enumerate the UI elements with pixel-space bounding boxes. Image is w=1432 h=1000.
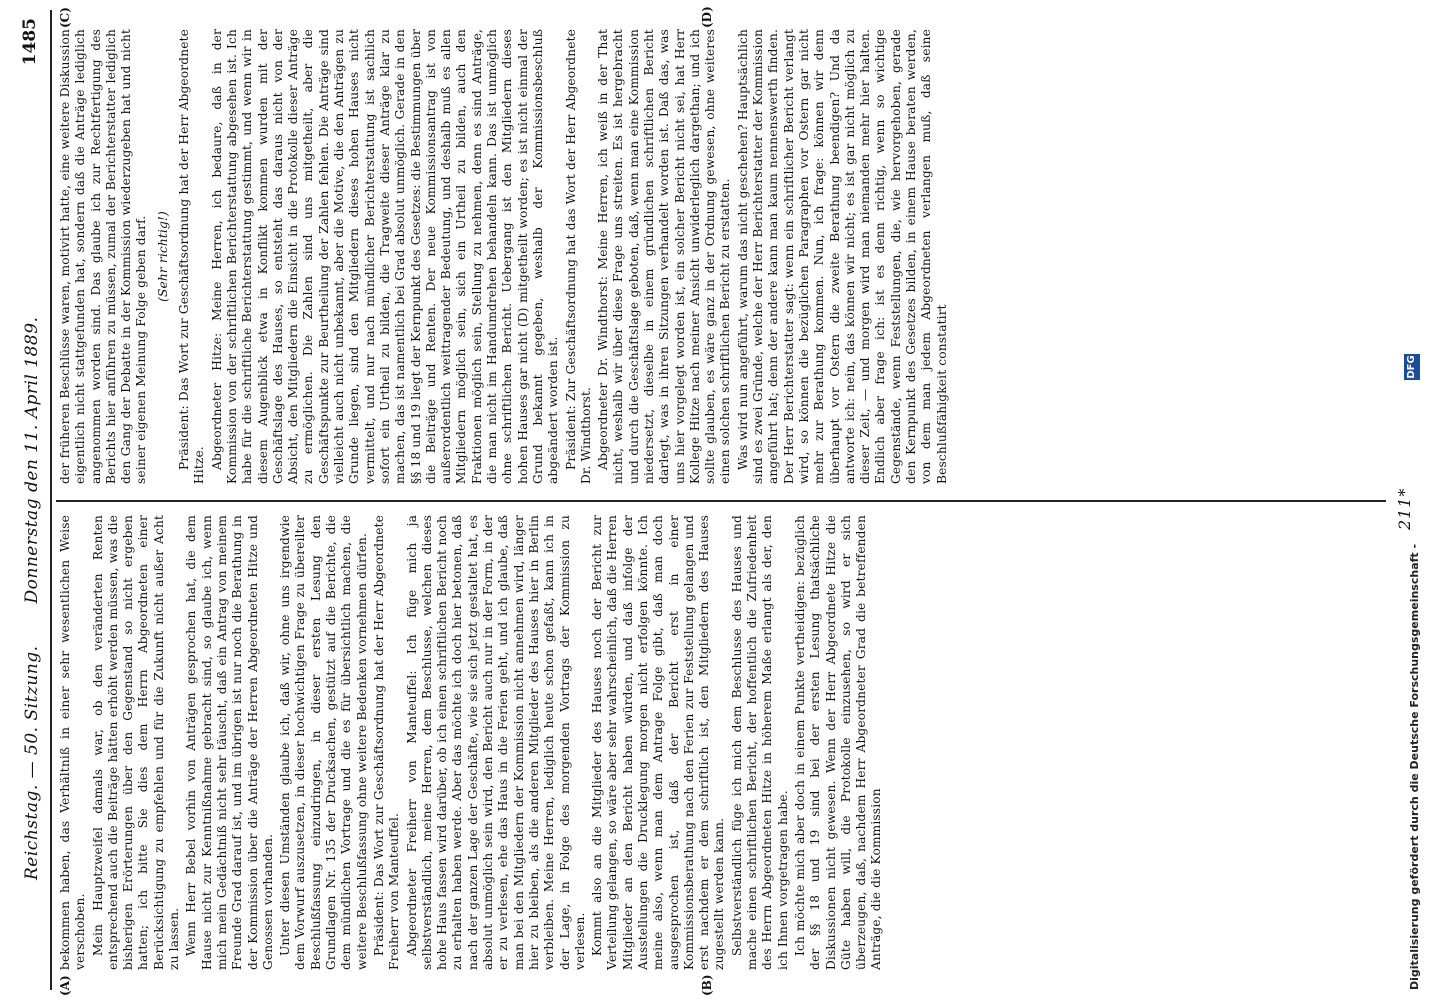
margin-mark-d: (D) xyxy=(700,6,714,28)
digitization-note: Digitalisierung gefördert durch die Deutsche Forschungsgemeinschaft - xyxy=(1408,543,1421,990)
right-column xyxy=(58,29,952,484)
paragraph: Selbstverständlich füge ich mich dem Beschlusse des Hauses und mache einen schriftlichen Bericht, der hoffentlich die Zufriedenheit des Herrn Abgeordneten Hitze in höherem Maße erlangt als der, den ich Ihnen vorgetragen habe. xyxy=(729,515,790,970)
header-rule xyxy=(50,10,52,990)
paragraph: Unter diesen Umständen glaube ich, daß wir, ohne uns irgendwie dem Vorwurf auszusetzen, in dieser hochwichtigen Frage zu übereilter Beschlußfassung einzudringen, in dieser ersten Lesung den Grundlagen Nr. 135 der Drucksachen, gestützt auf die Berichte, die dem mündlichen Vortrage und die es für übersichtlich machen, die weitere Beschlußfassung ohne weitere Bedenken vornehmen dürfen. xyxy=(278,515,369,970)
paragraph: Präsident: Das Wort zur Geschäftsordnung hat der Herr Abgeordnete Freiherr von Manteuffel. xyxy=(371,515,402,970)
margin-mark-b: (B) xyxy=(700,974,714,996)
margin-mark-c: (C) xyxy=(58,7,72,28)
column-divider xyxy=(56,500,1386,502)
paragraph: Präsident: Das Wort zur Geschäftsordnung hat der Herr Abgeordnete Hitze. xyxy=(177,29,207,484)
margin-mark-a: (A) xyxy=(58,975,72,996)
paragraph: Was wird nun angeführt, warum das nicht geschehen? Hauptsächlich sind es zwei Gründe, welche der Herr Berichterstatter der Kommission angeführt hat; denn der andere kann man kaum nennenswerth finden. Der Herr Berichterstatter sagt: wenn ein schriftlicher Bericht verlangt wird, so können die bezüglichen Paragraphen vor Ostern gar nicht mehr zur Berathung kommen. Nun, ich frage: können wir denn überhaupt vor Ostern die zweite Berathung beendigen? Und da antworte ich: nein, das können wir nicht; es ist gar nicht möglich zu dieser Zeit, — und morgen wird man niemanden mehr hier halten. Endlich aber frage ich: ist es denn richtig, wenn so wichtige Gegenstände, wenn Feststellungen, die, wie hervorgehoben, gerade den Kernpunkt des Gesetzes bilden, in einem Hause beraten werden, von dem man jedem Abgeordneten verlangen muß, daß seine Beschlußfähigkeit constatirt xyxy=(735,29,949,484)
paragraph: Abgeordneter Freiherr von Manteuffel: Ich füge mich ja selbstverständlich, meine Herren, dem Beschlusse, welchen dieses hohe Haus fassen wird darüber, ob ich einen schriftlichen Bericht noch zu erhalten haben werde. Aber das möchte ich doch hier betonen, daß nach der ganzen Lage der Geschäfte, wie sie sich jetzt gestaltet hat, es absolut unmöglich sein wird, den Bericht auch nur in der Form, in der er zu verlesen, ehe das Haus in die Ferien geht, und ich glaube, daß man bei den Mitgliedern der Kommission nicht annehmen wird, länger hier zu bleiben, als die anderen Mitglieder des Hauses hier in Berlin verbleiben. Meine Herren, lediglich heute schon gefaßt, kann ich in der Lage, in Folge des morgenden Vortrags der Kommission zu verlesen. xyxy=(404,515,587,970)
interjection: (Sehr richtig!) xyxy=(155,211,170,302)
left-column xyxy=(58,515,887,970)
dfg-logo: DFG xyxy=(1404,354,1420,380)
paragraph: der früheren Beschlüsse waren, motivirt hatte, eine weitere Diskussion eigentlich nicht stattgefunden hat, sondern daß die Anträge lediglich angenommen worden sind. Das glaube ich zur Rechtfertigung des Berichts hier anführen zu müssen, zumal der Berichterstatter lediglich den Gang der Debatte in der Kommission wiederzugeben hat und nicht seiner eigenen Meinung Folge geben darf. xyxy=(58,29,149,484)
page-header xyxy=(14,0,48,1000)
paragraph: Ich möchte mich aber doch in einem Punkte vertheidigen: bezüglich der §§ 18 und 19 sind bei der ersten Lesung thatsächliche Diskussionen nicht gewesen. Wenn der Herr Abgeordnete Hitze die Güte haben will, die Protokolle einzusehen, so wird er sich überzeugen, daß, nachdem Herr Abgeordneter Grad die betreffenden Anträge, die die Kommission xyxy=(792,515,884,970)
header-date: Donnerstag den 11. April 1889. xyxy=(22,316,42,604)
paragraph: Präsident: Zur Geschäftsordnung hat das Wort der Herr Abgeordnete Dr. Windthorst. xyxy=(563,29,593,484)
page-number: 1485 xyxy=(20,18,40,66)
paragraph: Abgeordneter Dr. Windthorst: Meine Herren, ich weiß in der That nicht, weshalb wir über diese Frage uns streiten. Es ist hergebracht und durch die Geschäftslage geboten, daß, wenn man eine Kommission niedersetzt, dieselbe in einem gründlichen schriftlichen Bericht darlegt, was in ihren Sitzungen verhandelt worden ist. Daß das, was uns hier vorgelegt worden ist, ein solcher Bericht nicht sei, hat Herr Kollege Hitze nach meiner Ansicht unwiderleglich dargethan; und ich sollte glauben, es wäre ganz in der Ordnung gewesen, ohne weiteres einen solchen schriftlichen Bericht zu erstatten. xyxy=(596,29,733,484)
signature-mark: 211* xyxy=(1395,487,1414,530)
paragraph: Kommt also an die Mitglieder des Hauses noch der Bericht zur Verteilung gelangen, so wäre aber sehr wahrscheinlich, daß die Herren Mitglieder an den Bericht haben würden, und daß infolge der Ausstellungen die Drucklegung morgen nicht erfolgen könnte. Ich meine also, wenn man dem Antrage Folge gibt, daß man doch ausgesprochen ist, daß der Bericht erst in einer Kommissionsberathung nach den Ferien zur Feststellung gelangen und erst nachdem er dem schriftlich ist, den Mitgliedern des Hauses zugestellt werden kann. xyxy=(590,515,727,970)
paragraph: bekommen haben, das Verhältniß in einer sehr wesentlichen Weise verschoben. xyxy=(58,515,88,970)
paragraph: Mein Hauptzweifel damals war, ob den veränderten Renten entsprechend auch die Beiträge hätten erhöht werden müssen, was die bisherigen Erörterungen über den Gegenstand so nicht ergeben hatten; ich bitte Sie dies dem Herrn Abgeordneten einer Berücksichtigung zu empfehlen und für die Zukunft nicht außer Acht zu lassen. xyxy=(90,515,182,970)
paragraph: Wenn Herr Bebel vorhin von Anträgen gesprochen hat, die dem Hause nicht zur Kenntnißnahme gebracht sind, so glaube ich, wenn mich mein Gedächtniß nicht sehr täuscht, daß ein Antrag von meinem Freunde Grad darauf ist, und im übrigen ist nur noch die Berathung in der Kommission über die Anträge der Herren Abgeordneten Hitze und Genossen vorhanden. xyxy=(184,515,275,970)
paragraph: Abgeordneter Hitze: Meine Herren, ich bedaure, daß in der Kommission von der schriftlichen Berichterstattung abgesehen ist. Ich habe für die schriftliche Berichterstattung gestimmt, und wenn wir in diesem Augenblick etwa in Konflikt kommen wurden mit der Geschäftslage des Hauses, so entsteht das daraus nicht von der Absicht, den Mitgliedern die Einsicht in die Protokolle dieser Anträge zu ermöglichen. Die Zahlen sind uns mitgetheilt, aber die Geschäftspunkte zur Beurtheilung der Zahlen fehlen. Die Anträge sind vielleicht auch nicht unbekannt, aber die Motive, die den Anträgen zu Grunde liegen, sind den Mitgliedern dieses hohen Hauses nicht vermittelt, und nur nach mündlicher Berichterstattung ist sachlich sofort ein Urtheil zu bilden, die Tragweite dieser Anträge klar zu machen, das ist namentlich bei Grad absolut unmöglich. Gerade in den §§ 18 und 19 liegt der Kernpunkt des Gesetzes: die Bestimmungen über die Beiträge und Renten. Der neue Kommissionsantrag ist von außerordentlich weittragender Bedeutung, und deshalb muß es allen Mitgliedern möglich sein, sich ein Urtheil zu bilden, auch den Fraktionen möglich sein, Stellung zu nehmen, denn es sind Anträge, die man nicht im Handumdrehen behandeln kann. Das ist unmöglich ohne schriftlichen Bericht. Uebergang ist den Mitgliedern dieses hohen Hauses gar nicht (D) mitgetheilt worden; es ist nicht einmal der Grund bekannt gegeben, weshalb der Kommissionsbeschluß abgeändert worden ist. xyxy=(209,29,561,484)
header-title: Reichstag. — 50. Sitzung. xyxy=(22,645,42,880)
